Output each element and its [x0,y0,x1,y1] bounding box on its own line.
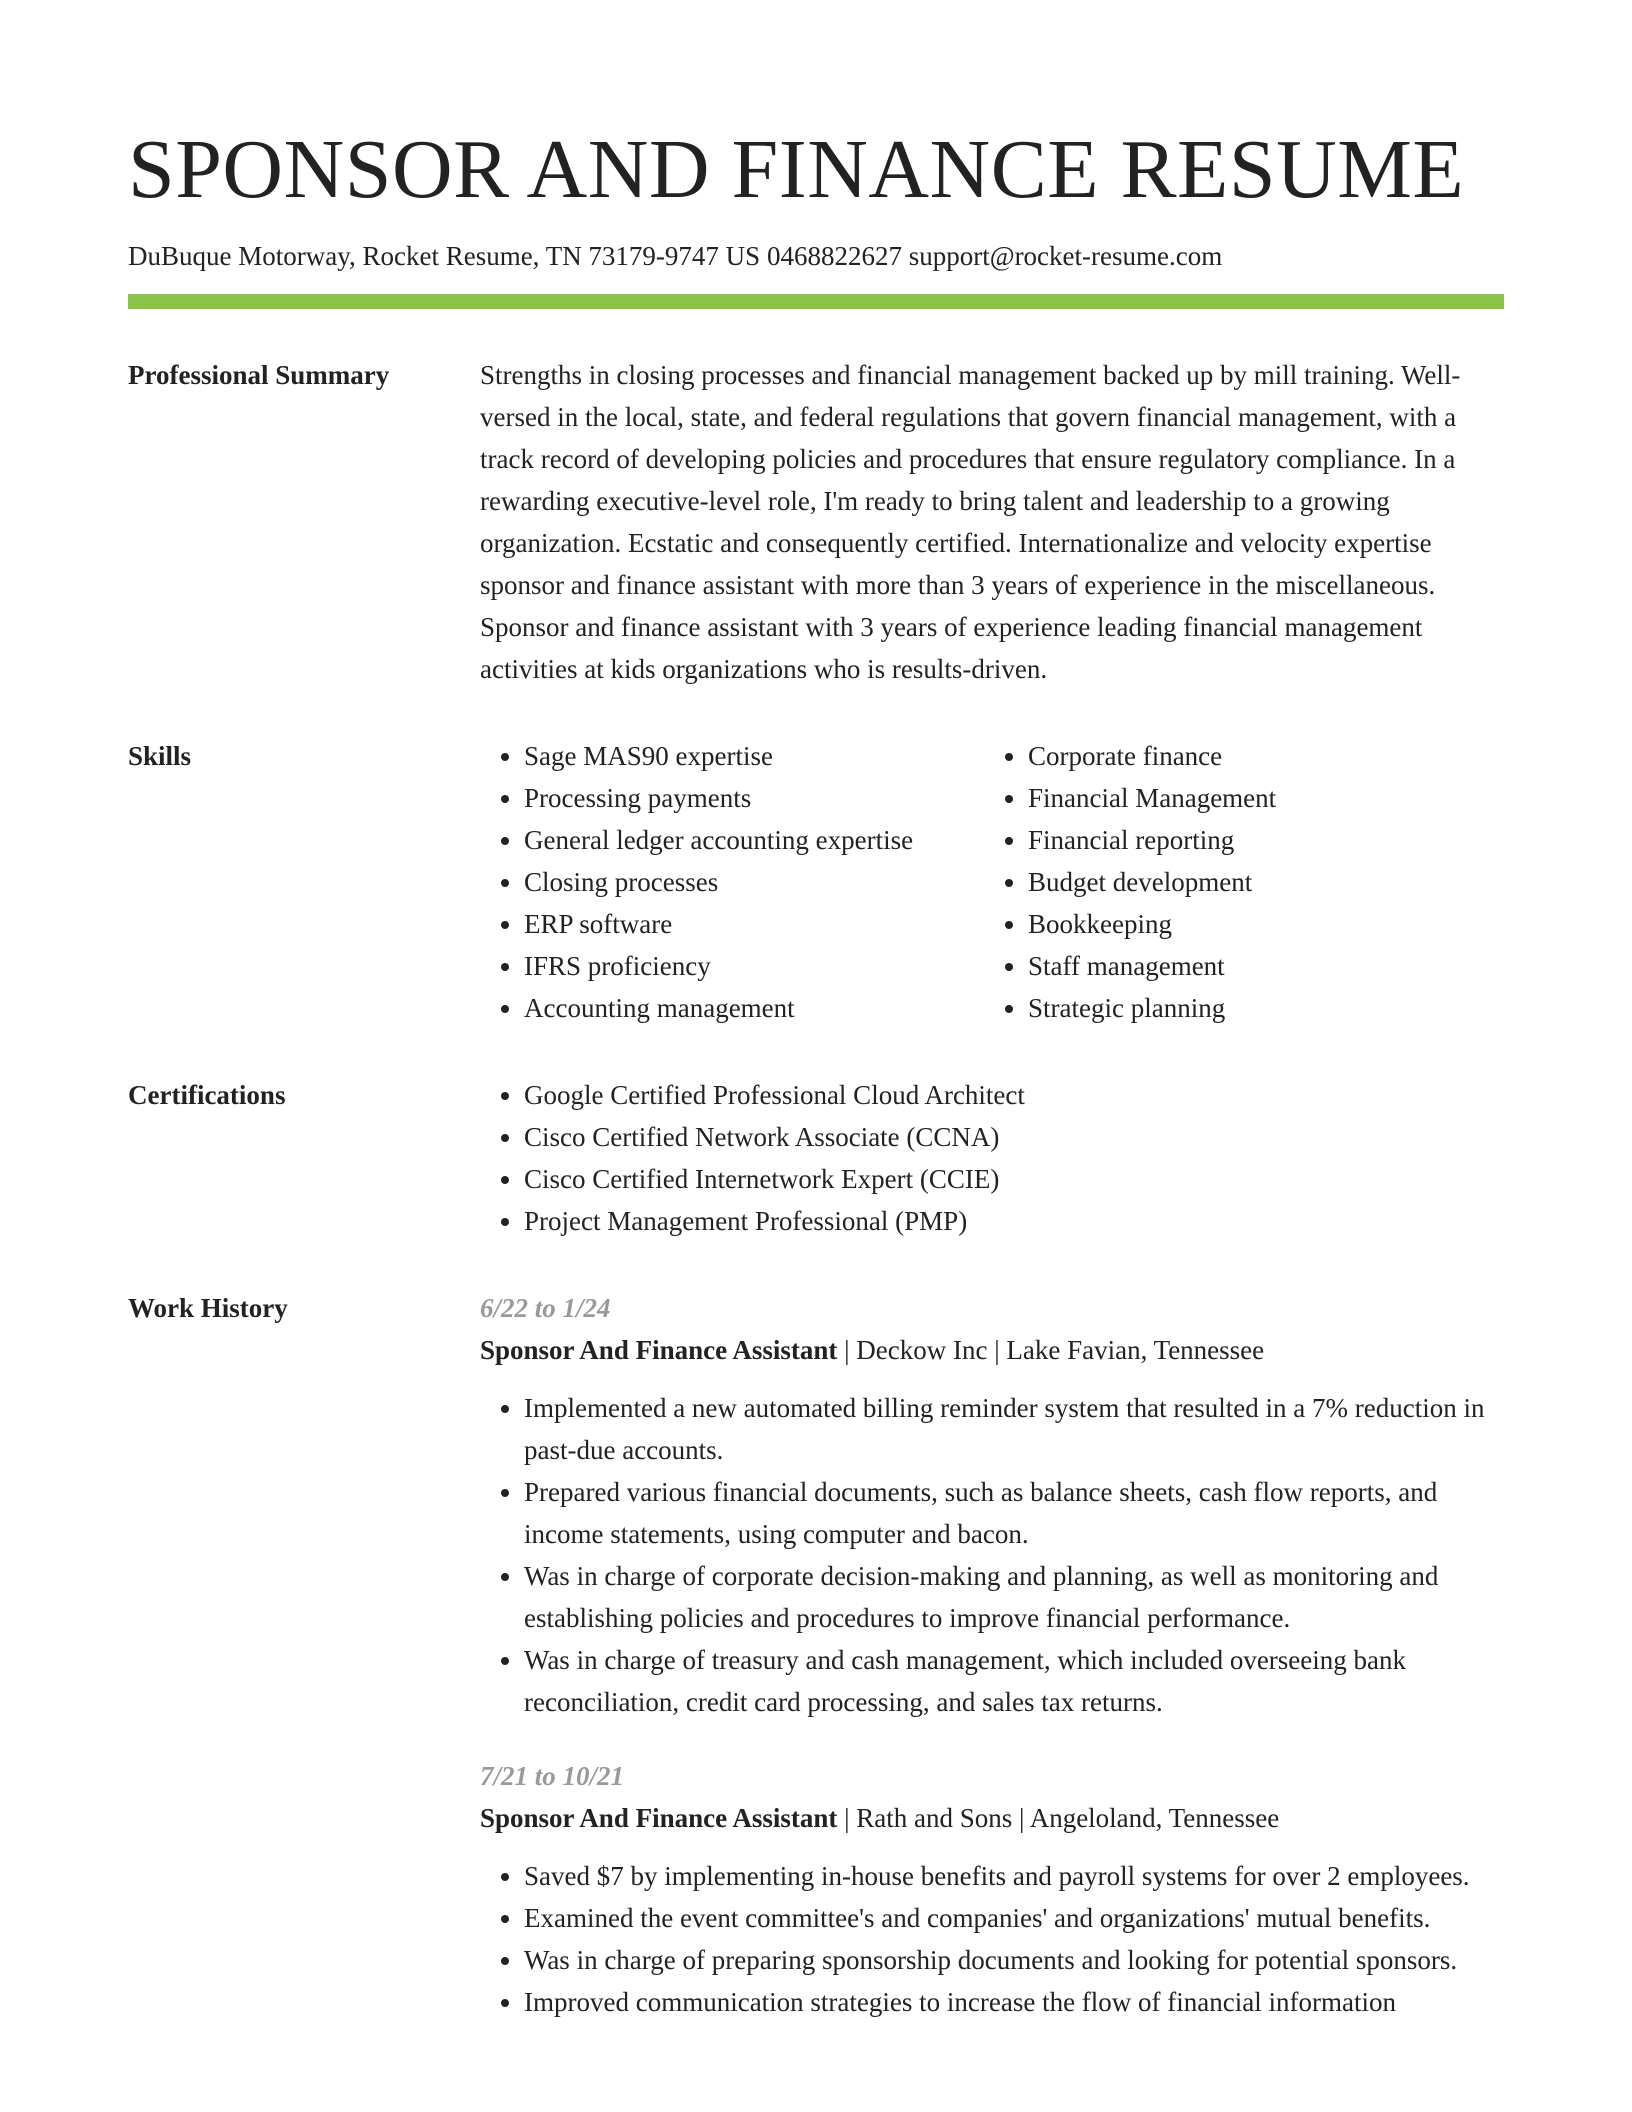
skill-item: • IFRS proficiency [524,945,940,987]
contact-address: DuBuque Motorway, Rocket Resume, TN 73179-9747 US [128,241,761,271]
job-bullet: • Was in charge of preparing sponsorship documents and looking for potential sponsors. [524,1939,1504,1981]
certifications-body [480,1074,1504,1242]
contact-email: support@rocket-resume.com [908,241,1223,271]
summary-body [480,354,1504,690]
job-bullet: • Improved communication strategies to increase the flow of financial information [524,1981,1504,2023]
skill-item: • Sage MAS90 expertise [524,735,940,777]
section-label-work-history: Work History [128,1293,288,1323]
skill-item: • Bookkeeping [1028,903,1504,945]
job-dates: 7/21 to 10/21 [480,1761,625,1791]
job-bullet: • Was in charge of treasury and cash management, which included overseeing bank reconciliation, credit card processing, and sales tax returns. [524,1639,1504,1723]
section-work-history [128,1294,1504,2023]
section-label-certifications: Certifications [128,1080,286,1110]
skills-column-2 [940,735,1504,1029]
skill-item: • Processing payments [524,777,940,819]
section-skills [128,742,1504,1029]
contact-line [128,238,1504,274]
skill-item: • Accounting management [524,987,940,1029]
skills-column-1 [480,735,940,1029]
contact-phone: 0468822627 [766,241,902,271]
job-heading [480,1329,1504,1371]
certification-item: • Cisco Certified Internetwork Expert (CCIE) [524,1158,1504,1200]
skill-item: • Strategic planning [1028,987,1504,1029]
job-bullet: • Was in charge of corporate decision-making and planning, as well as monitoring and establishing policies and procedures to improve financial performance. [524,1555,1504,1639]
job-heading [480,1797,1504,1839]
summary-text: Strengths in closing processes and financial management backed up by mill training. Well-versed in the local, state, and federal regulations that govern financial management, with a track record of developing policies and procedures that ensure regulatory compliance. In a rewarding executive-level role, I'm ready to bring talent and leadership to a growing organization. Ecstatic and consequently certified. Internationalize and velocity expertise sponsor and finance assistant with more than 3 years of experience in the miscellaneous. Sponsor and finance assistant with 3 years of experience leading financial management activities at kids organizations who is results-driven. [480,360,1461,684]
job-entry [480,1755,1504,2023]
skill-item: • Financial Management [1028,777,1504,819]
resume-page [128,120,1504,2023]
job-dates: 6/22 to 1/24 [480,1293,611,1323]
skills-body [480,735,1504,1029]
job-bullets [480,1855,1504,2023]
work-history-body [480,1287,1504,2023]
skill-item: • ERP software [524,903,940,945]
header-divider [128,294,1504,309]
job-bullet: • Implemented a new automated billing reminder system that resulted in a 7% reduction in past-due accounts. [524,1387,1504,1471]
skill-item: • Staff management [1028,945,1504,987]
section-certifications [128,1081,1504,1242]
certification-item: • Google Certified Professional Cloud Architect [524,1074,1504,1116]
page-title: SPONSOR AND FINANCE RESUME [128,123,1465,216]
certification-item: • Project Management Professional (PMP) [524,1200,1504,1242]
job-details: | Deckow Inc | Lake Favian, Tennessee [837,1335,1265,1365]
job-title: Sponsor And Finance Assistant [480,1803,838,1833]
job-bullet: • Saved $7 by implementing in-house benefits and payroll systems for over 2 employees. [524,1855,1504,1897]
skill-item: • General ledger accounting expertise [524,819,940,861]
job-details: | Rath and Sons | Angeloland, Tennessee [837,1803,1280,1833]
job-entry [480,1287,1504,1723]
skill-item: • Financial reporting [1028,819,1504,861]
job-bullets [480,1387,1504,1723]
job-title: Sponsor And Finance Assistant [480,1335,838,1365]
section-summary [128,361,1504,690]
skill-item: • Closing processes [524,861,940,903]
section-label-skills: Skills [128,741,192,771]
section-label-summary: Professional Summary [128,360,390,390]
job-bullet: • Prepared various financial documents, such as balance sheets, cash flow reports, and income statements, using computer and bacon. [524,1471,1504,1555]
certification-item: • Cisco Certified Network Associate (CCNA) [524,1116,1504,1158]
skill-item: • Corporate finance [1028,735,1504,777]
job-bullet: • Examined the event committee's and companies' and organizations' mutual benefits. [524,1897,1504,1939]
skill-item: • Budget development [1028,861,1504,903]
